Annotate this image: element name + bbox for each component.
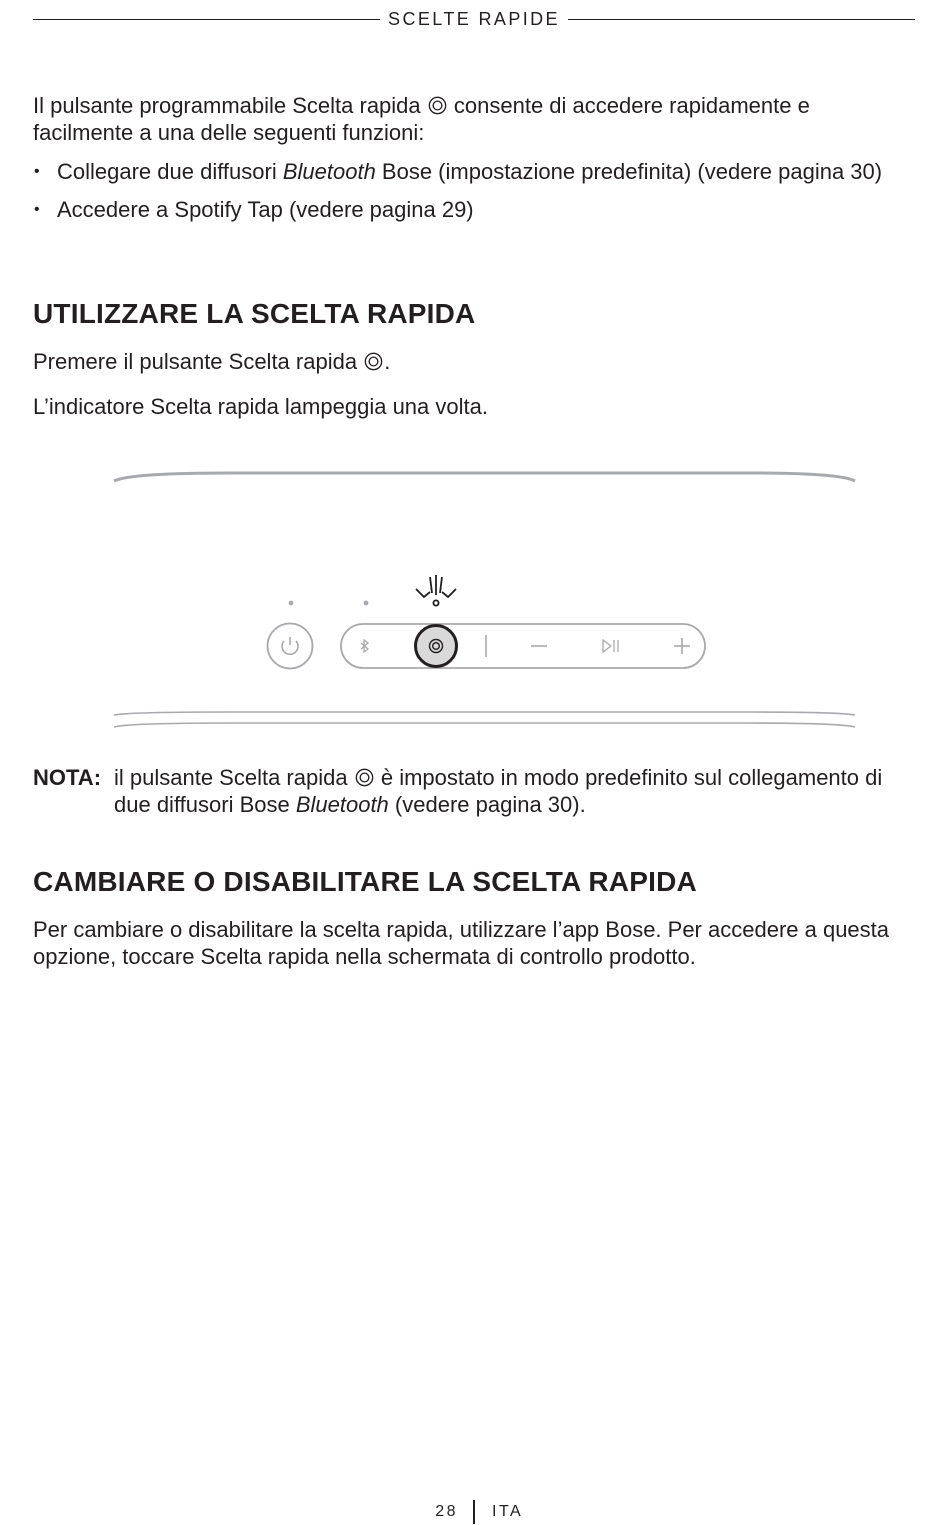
bullet-dot: •: [34, 163, 40, 180]
note-text: [114, 764, 914, 818]
note-text-middle: è impostato in modo predefinito sul collegamento di due diffusori Bose: [114, 765, 883, 817]
bluetooth-indicator-light: [364, 601, 369, 606]
header-rule-right: [568, 19, 915, 20]
step-text-start: Premere il pulsante Scelta rapida: [33, 349, 358, 374]
speaker-illustration: [110, 465, 860, 740]
section-use-shortcut: [33, 298, 913, 330]
speaker-drawing: [110, 465, 860, 740]
shortcut-icon: [364, 352, 383, 371]
intro-text-start: Il pulsante programmabile Scelta rapida: [33, 93, 421, 118]
page-header: [33, 8, 915, 30]
intro-text-end: consente di accedere rapidamente e facilmente a una delle seguenti funzioni:: [33, 93, 810, 145]
header-rule-left: [33, 19, 380, 20]
section2-text: Per cambiare o disabilitare la scelta rapida, utilizzare l’app Bose. Per accedere a questa opzione, toccare Scelta rapida nella schermata di controllo prodotto.: [33, 917, 890, 969]
list-item: [33, 158, 913, 185]
bullet-dot: •: [34, 201, 40, 218]
feature-list: [33, 158, 913, 223]
page-number: 28: [435, 1503, 458, 1520]
shortcut-icon: [355, 768, 374, 787]
list-item: [33, 196, 913, 223]
bullet-italic: Bluetooth: [282, 159, 376, 184]
result-text: [33, 393, 913, 420]
shortcut-button-highlighted: [416, 626, 457, 667]
bullet-text-end: Bose (impostazione predefinita) (vedere pagina 30): [375, 159, 883, 184]
bullet-text-start: Collegare due diffusori: [57, 159, 283, 184]
power-indicator-light: [289, 601, 294, 606]
section-heading: CAMBIARE O DISABILITARE LA SCELTA RAPIDA: [33, 866, 697, 897]
intro-paragraph: [33, 92, 913, 146]
shortcut-indicator-blink: [416, 575, 456, 606]
power-button: [268, 624, 313, 669]
step-text-end: .: [384, 349, 391, 374]
note-text-end: (vedere pagina 30).: [388, 792, 586, 817]
note-label: NOTA:: [33, 765, 102, 790]
control-bar: [341, 624, 705, 668]
note-text-start: il pulsante Scelta rapida: [114, 765, 348, 790]
step-text: [33, 348, 913, 375]
language-label: ITA: [492, 1503, 524, 1520]
bullet-text: Accedere a Spotify Tap (vedere pagina 29): [57, 197, 474, 222]
section2-paragraph: [33, 916, 913, 970]
result-paragraph: L’indicatore Scelta rapida lampeggia una volta.: [33, 394, 488, 419]
section-heading: UTILIZZARE LA SCELTA RAPIDA: [33, 298, 476, 329]
page-footer: [0, 1500, 950, 1524]
note-italic: Bluetooth: [295, 792, 389, 817]
footer-separator: [473, 1500, 475, 1524]
header-title: SCELTE RAPIDE: [388, 9, 560, 29]
shortcut-icon: [428, 96, 447, 115]
section-change-shortcut: [33, 866, 913, 898]
